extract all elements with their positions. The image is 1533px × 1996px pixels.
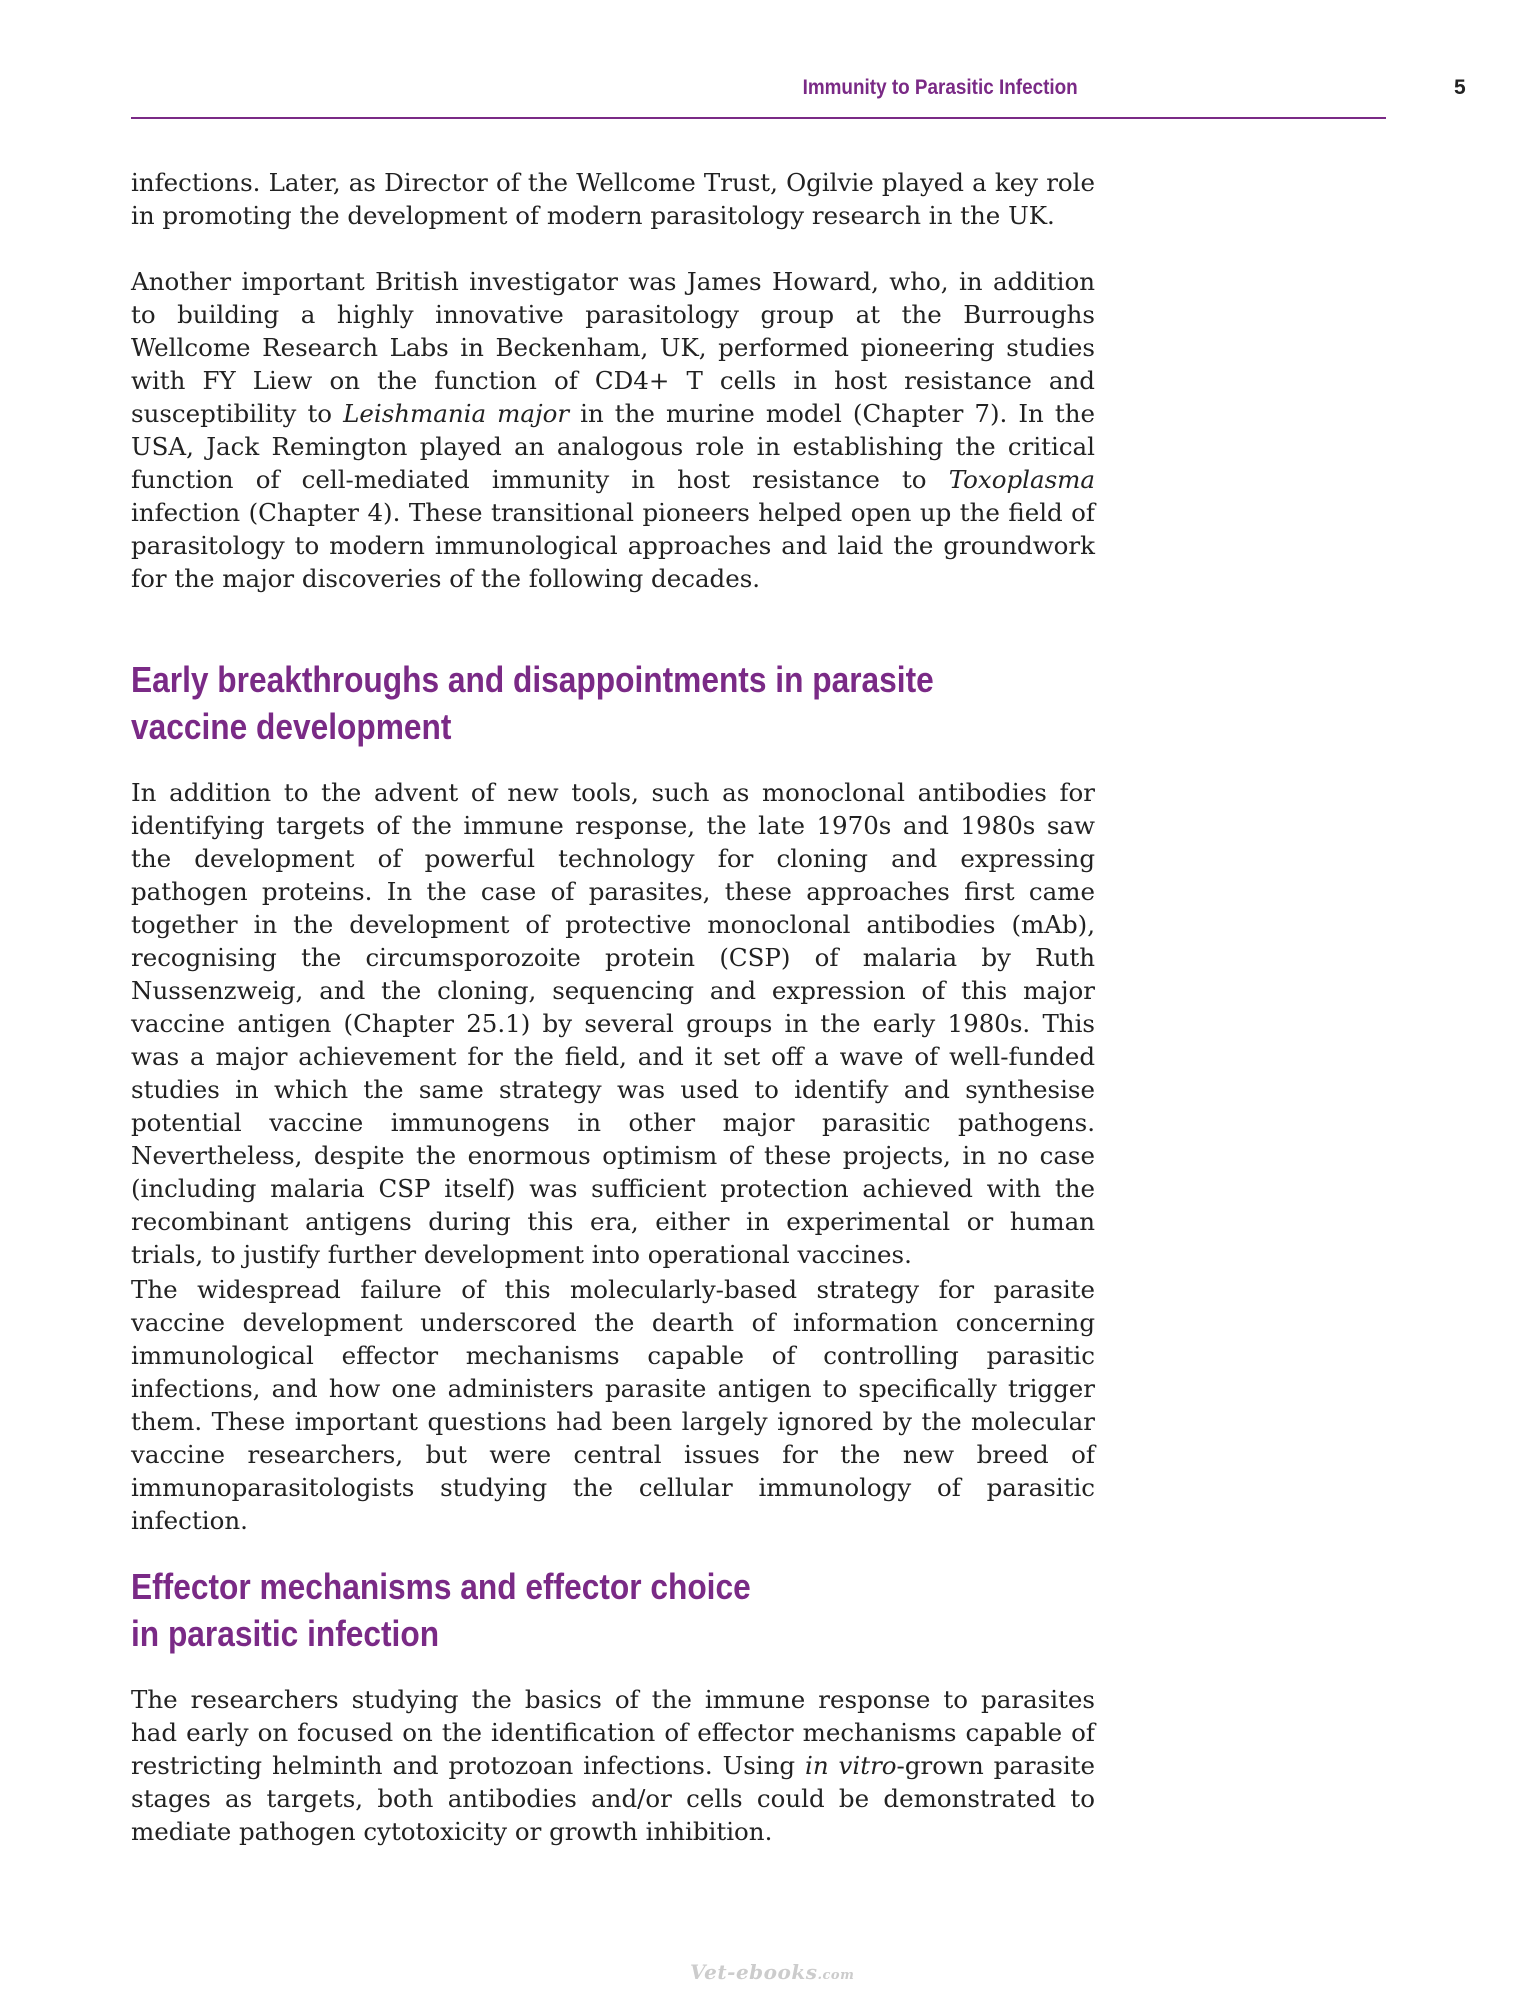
- watermark-name: Vet-ebooks: [690, 1960, 818, 1984]
- watermark-domain: .com: [817, 1968, 855, 1983]
- paragraph-5-text-a: The researchers studying the basics of the immune response to parasites had early on focused on the identification of effector mechanisms capable of restricting helminth and protozoan infections. Using: [131, 1685, 1095, 1780]
- paragraph-1: infections. Later, as Director of the Wellcome Trust, Ogilvie played a key role in promoting the development of modern parasitology research in the UK.: [131, 168, 1095, 230]
- paragraph-2-text-b: in the murine model (Chapter 7). In the USA, Jack Remington played an analogous role in establishing the critical function of cell-mediated immunity in host resistance to: [131, 399, 1095, 494]
- paragraph-2-text-c: infection (Chapter 4). These transitional pioneers helped open up the field of parasitology to modern immunological approaches and laid the groundwork for the major discoveries of the following decades.: [131, 498, 1095, 593]
- section-heading-2: [131, 1563, 979, 1657]
- section-heading-1-line-2: vaccine development: [131, 706, 452, 747]
- paragraph-3: In addition to the advent of new tools, such as monoclonal antibodies for identifying targets of the immune response, the late 1970s and 1980s saw the development of powerful technology for cloning and expressing pathogen proteins. In the case of parasites, these approaches first came together in the development of protective monoclonal antibodies (mAb), recognising the circumsporozoite protein (CSP) of malaria by Ruth Nussenzweig, and the cloning, sequencing and expression of this major vaccine antigen (Chapter 25.1) by several groups in the early 1980s. This was a major achievement for the field, and it set off a wave of well-funded studies in which the same strategy was used to identify and synthesise potential vaccine immunogens in other major parasitic pathogens. Nevertheless, despite the enormous optimism of these projects, in no case (including malaria CSP itself) was sufficient protection achieved with the recombinant antigens during this era, either in experimental or human trials, to justify further development into operational vaccines.: [131, 778, 1095, 1269]
- paragraph-2-text-a: Another important British investigator was James Howard, who, in addition to building a highly innovative parasitology group at the Burroughs Wellcome Research Labs in Beckenham, UK, performed pioneering studies with FY Liew on the function of CD4+ T cells in host resistance and susceptibility to: [131, 267, 1095, 428]
- paragraph-2-italic-leishmania: Leishmania major: [343, 399, 570, 428]
- paragraph-2-italic-toxoplasma: Toxoplasma: [948, 465, 1095, 494]
- paragraph-2: [131, 265, 1095, 595]
- page-number: 5: [1454, 76, 1466, 99]
- watermark: [690, 1960, 854, 1984]
- paragraph-5: [131, 1683, 1095, 1848]
- running-header-title: Immunity to Parasitic Infection: [802, 76, 1078, 99]
- header-rule: [131, 117, 1386, 119]
- paragraph-5-text-b: -grown parasite stages as targets, both antibodies and/or cells could be demonstrated to mediate pathogen cytotoxicity or growth inhibition.: [131, 1751, 1096, 1846]
- paragraph-5-italic-in-vitro: in vitro: [805, 1751, 897, 1780]
- section-heading-1: [131, 656, 979, 750]
- section-heading-1-line-1: Early breakthroughs and disappointments in parasite: [131, 659, 934, 700]
- paragraph-4: The widespread failure of this molecularly-based strategy for parasite vaccine development underscored the dearth of information concerning immunological effector mechanisms capable of controlling parasitic infections, and how one administers parasite antigen to specifically trigger them. These important questions had been largely ignored by the molecular vaccine researchers, but were central issues for the new breed of immunoparasitologists studying the cellular immunology of parasitic infection.: [131, 1275, 1095, 1535]
- section-heading-2-line-2: in parasitic infection: [131, 1613, 440, 1654]
- section-heading-2-line-1: Effector mechanisms and effector choice: [131, 1566, 751, 1607]
